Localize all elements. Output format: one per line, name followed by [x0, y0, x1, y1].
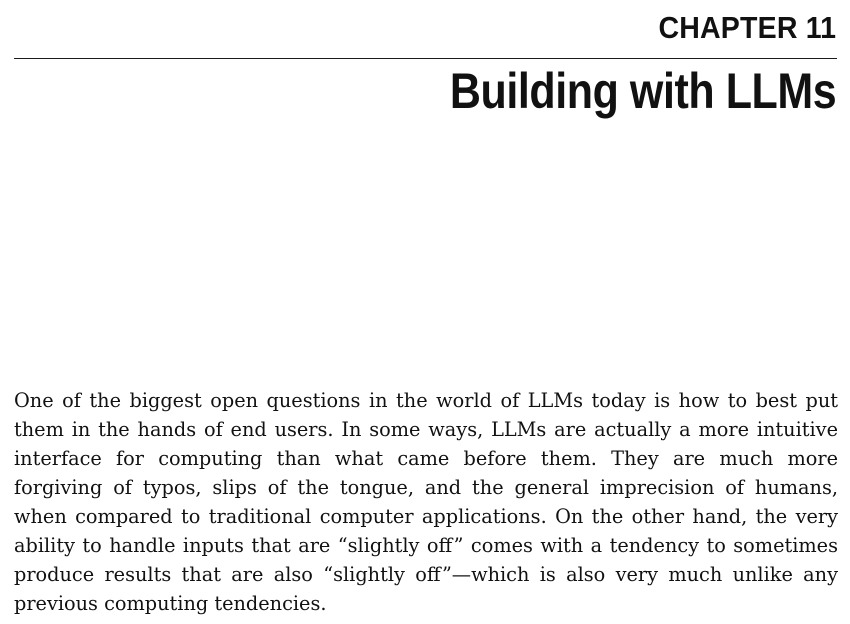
chapter-title: Building with LLMs [449, 63, 836, 119]
chapter-number: CHAPTER 11 [658, 10, 836, 45]
body-paragraph: One of the biggest open questions in the world of LLMs today is how to best put them in the hands of end users. In some ways, LLMs are actually a more intuitive interface for computing than what came before them. They are much more forgiving of typos, slips of the tongue, and the general imprecision of humans, when compared to traditional computer applications. On the other hand, the very ability to handle inputs that are “slightly off” comes with a tendency to sometimes produce results that are also “slightly off”—which is also very much unlike any previous computing tendencies. [14, 389, 838, 615]
chapter-divider-rule [14, 58, 837, 59]
